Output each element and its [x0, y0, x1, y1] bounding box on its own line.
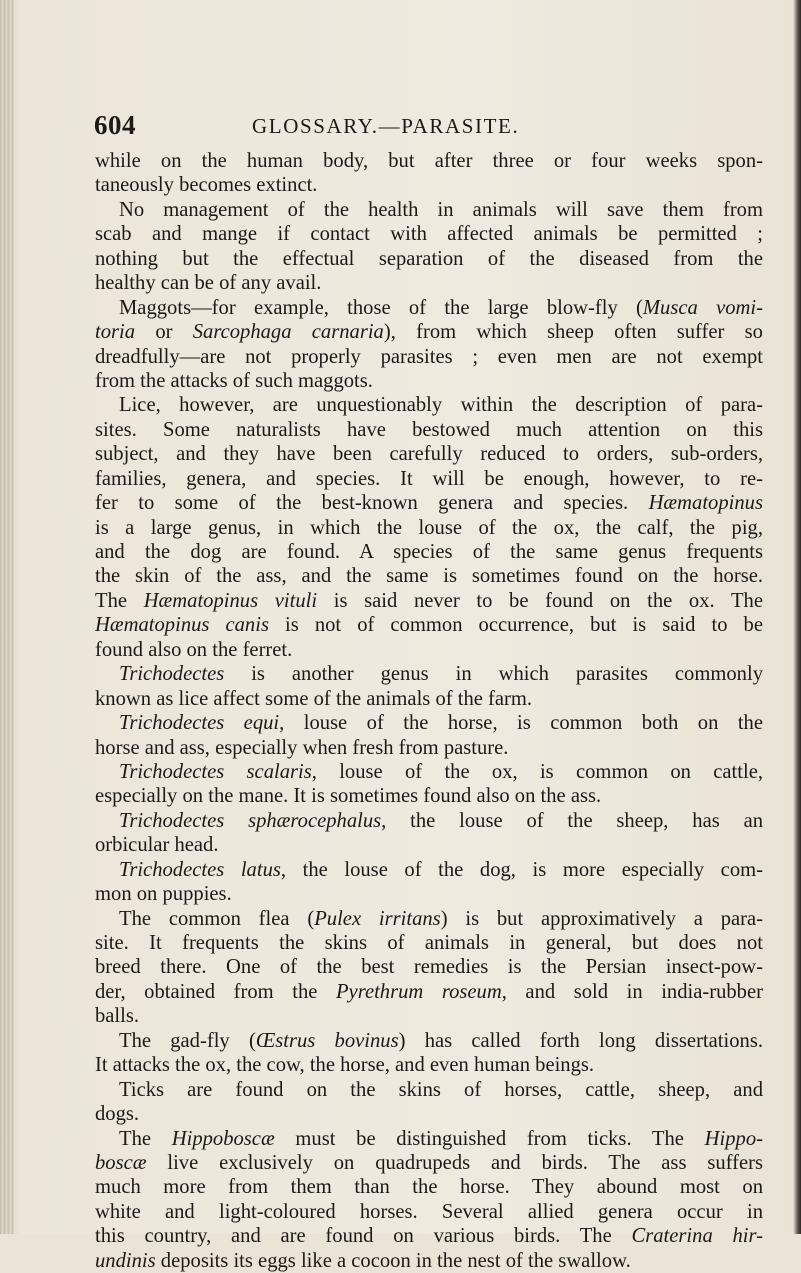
text-run: ) has called forth long dissertations. [398, 1029, 763, 1052]
page-header [94, 110, 784, 140]
text-run: der, obtained from the [95, 980, 336, 1003]
text-run: must be distinguished from ticks. The [274, 1127, 705, 1150]
text-line [95, 662, 763, 686]
text-line [95, 980, 763, 1004]
text-run: The gad-fly ( [119, 1029, 256, 1052]
text-line [95, 882, 763, 906]
text-run: breed there. One of the best remedies is the Persian insect-pow- [95, 956, 763, 979]
italic-term: boscæ [95, 1151, 147, 1174]
text-line [95, 393, 763, 417]
text-run: horse and ass, especially when fresh from pasture. [95, 736, 509, 759]
text-run: No management of the health in animals will save them from [119, 198, 763, 221]
text-run: this country, and are found on various birds. The [95, 1225, 632, 1248]
text-line [95, 345, 763, 369]
text-run: The [119, 1127, 172, 1150]
text-run: live exclusively on quadrupeds and birds. The ass suffers [146, 1151, 763, 1174]
italic-term: Trichodectes [119, 663, 225, 686]
page-edge-shadow [793, 0, 801, 1234]
text-run: much more from them than the horse. They abound most on [95, 1176, 763, 1199]
text-line [95, 907, 763, 931]
text-line [95, 1029, 763, 1053]
text-line [95, 736, 763, 760]
italic-term: Œstrus bovinus [255, 1029, 399, 1052]
text-line [95, 1151, 763, 1175]
text-run: Ticks are found on the skins of horses, cattle, sheep, and [119, 1078, 763, 1101]
text-line [95, 540, 763, 564]
text-run: deposits its eggs like a cocoon in the nest of the swallow. [155, 1249, 631, 1272]
text-line [95, 271, 763, 295]
text-run: dogs. [95, 1103, 140, 1126]
text-run: , the louse of the sheep, has an [381, 809, 763, 832]
italic-term: Pulex irritans [314, 907, 441, 930]
text-line [95, 589, 763, 613]
text-line [95, 687, 763, 711]
text-run: white and light-coloured horses. Several allied genera occur in [95, 1200, 763, 1223]
text-run: especially on the mane. It is sometimes found also on the ass. [95, 785, 602, 808]
text-run: is a large genus, in which the louse of the ox, the calf, the pig, [95, 516, 763, 539]
text-line [95, 833, 763, 857]
text-run: families, genera, and species. It will be enough, however, to re- [95, 467, 763, 490]
text-run: ) is but approximatively a para- [440, 907, 763, 930]
text-line [95, 369, 763, 393]
text-line [95, 247, 763, 271]
text-run: sites. Some naturalists have bestowed much attention on this [95, 418, 763, 441]
text-run: site. It frequents the skins of animals in general, but does not [95, 932, 763, 954]
italic-term: Hippoboscæ [171, 1127, 275, 1150]
text-line [95, 784, 763, 808]
text-run: healthy can be of any avail. [95, 272, 322, 295]
italic-term: Craterina hir- [631, 1225, 763, 1248]
italic-term: toria [95, 321, 136, 344]
text-line [95, 516, 763, 540]
text-run: nothing but the effectual separation of the diseased from the [95, 247, 763, 270]
body-text [95, 149, 763, 1273]
text-run: known as lice affect some of the animals of the farm. [95, 687, 533, 710]
text-line [95, 1004, 763, 1028]
italic-term: Pyrethrum roseum [335, 980, 502, 1003]
text-line [95, 149, 763, 173]
italic-term: Hippo- [704, 1127, 763, 1150]
text-run: the skin of the ass, and the same is sometimes found on the horse. [95, 565, 763, 588]
italic-term: Hæmatopinus canis [95, 614, 269, 637]
text-line [95, 809, 763, 833]
text-line [95, 320, 763, 344]
text-line [95, 711, 763, 735]
text-run: Maggots—for example, those of the large blow-fly ( [119, 296, 643, 319]
italic-term: undinis [95, 1249, 156, 1272]
text-run: while on the human body, but after three or four weeks spon- [95, 150, 763, 172]
text-line [95, 173, 763, 197]
italic-term: Sarcophaga carnaria [192, 321, 384, 344]
text-line [95, 296, 763, 320]
text-line [95, 1175, 763, 1199]
text-line [95, 858, 763, 882]
text-line [95, 222, 763, 246]
text-run: orbicular head. [95, 834, 219, 857]
text-run: taneously becomes extinct. [95, 174, 318, 197]
text-line [95, 442, 763, 466]
text-run: fer to some of the best-known genera and species. [95, 492, 649, 515]
page-number: 604 [94, 110, 136, 140]
italic-term: Musca vomi- [642, 296, 763, 319]
text-run: subject, and they have been carefully reduced to orders, sub-orders, [95, 443, 763, 466]
binding-edge [0, 0, 14, 1234]
text-line [95, 1053, 763, 1077]
text-run: scab and mange if contact with affected animals be permitted ; [95, 223, 763, 246]
text-line [95, 1249, 763, 1273]
text-run: The common flea ( [119, 907, 315, 930]
text-run: ), from which sheep often suffer so [383, 321, 763, 344]
text-line [95, 1078, 763, 1102]
text-run: mon on puppies. [95, 883, 232, 906]
text-line [95, 1224, 763, 1248]
text-run: is another genus in which parasites commonly [224, 663, 763, 686]
text-line [95, 955, 763, 979]
text-run: is said never to be found on the ox. The [317, 589, 763, 612]
text-run: found also on the ferret. [95, 638, 293, 661]
text-line [95, 1127, 763, 1151]
text-run: The [95, 589, 144, 612]
italic-term: Trichodectes equi [119, 712, 280, 735]
text-line [95, 491, 763, 515]
text-line [95, 638, 763, 662]
text-line [95, 760, 763, 784]
italic-term: Trichodectes scalaris [119, 760, 312, 783]
text-run: and the dog are found. A species of the same genus frequents [95, 541, 763, 563]
text-line [95, 613, 763, 637]
text-run: Lice, however, are unquestionably within the description of para- [119, 394, 763, 417]
italic-term: Trichodectes sphærocephalus [119, 809, 382, 832]
text-run: , and sold in india-rubber [501, 980, 763, 1003]
italic-term: Hæmatopinus vituli [143, 589, 318, 612]
text-run: balls. [95, 1005, 140, 1028]
text-run: , the louse of the dog, is more especially com- [280, 858, 763, 881]
text-line [95, 931, 763, 955]
text-line [95, 467, 763, 491]
text-run: is not of common occurrence, but is said to be [268, 614, 763, 637]
text-run: from the attacks of such maggots. [95, 369, 373, 392]
text-run: or [135, 321, 193, 344]
text-line [95, 564, 763, 588]
text-line [95, 198, 763, 222]
italic-term: Trichodectes latus [119, 858, 281, 881]
text-run: dreadfully—are not properly parasites ; even men are not exempt [95, 345, 763, 368]
text-run: It attacks the ox, the cow, the horse, and even human beings. [95, 1054, 595, 1077]
text-line [95, 418, 763, 442]
running-head: GLOSSARY.—PARASITE. [252, 114, 520, 138]
text-run: , louse of the horse, is common both on the [279, 712, 763, 735]
text-line [95, 1102, 763, 1126]
text-run: , louse of the ox, is common on cattle, [311, 760, 763, 783]
italic-term: Hæmatopinus [648, 492, 763, 515]
text-line [95, 1200, 763, 1224]
